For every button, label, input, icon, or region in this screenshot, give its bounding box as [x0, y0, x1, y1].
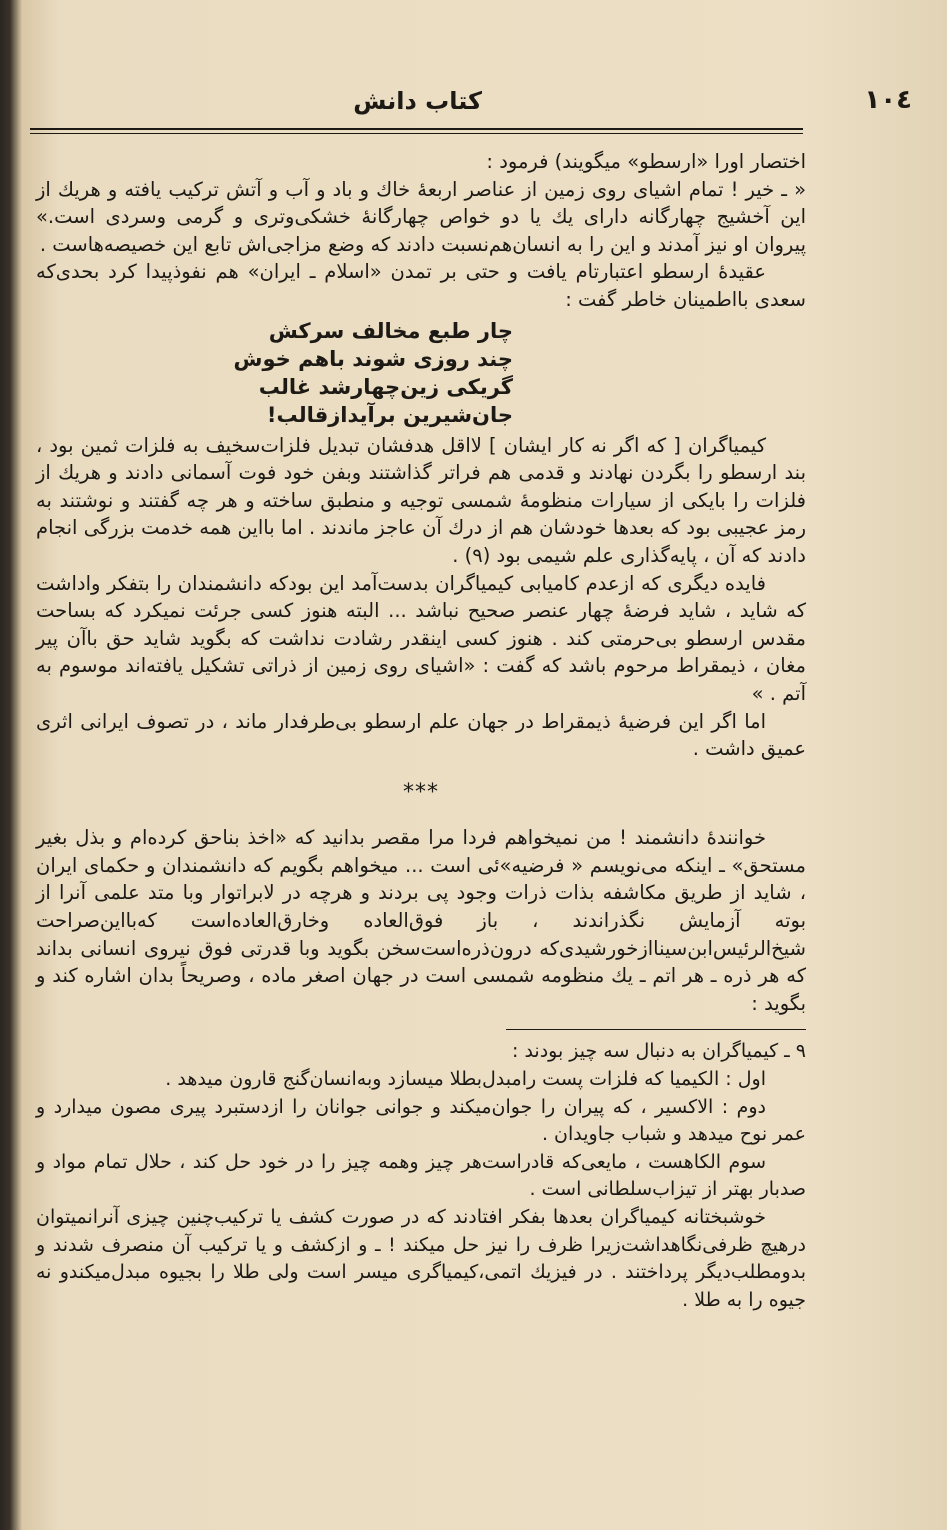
page-header	[30, 85, 912, 125]
paragraph: فایده دیگری که ازعدم کامیابی کیمیاگران بدست‌آمد این بودکه دانشمندان را بتفکر واداشت که شاید ، شاید فرضهٔ چهار عنصر صحیح نباشد ... البته هنوز کسی جرئت نمیکرد که بساحت مقدس ارسطو بی‌حرمتی کند . هنوز کسی اینقدر رشادت نداشت که بگوید شاید حق باآن پیر مغان ، ذیمقراط مرحوم باشد که گفت : «اشیای روی زمین از ذراتی تشکیل یافته‌اند موسوم به آتم . »	[36, 571, 806, 705]
footnote: دوم : الاکسیر ، که پیران را جوان‌میکند و جوانی جوانان را ازدستبرد پیری مصون میدارد و عمر نوح میدهد و شباب جاویدان .	[36, 1095, 806, 1146]
running-title: کتاب دانش	[353, 87, 482, 115]
poem-line: جان‌شیرین برآیدازقالب!	[266, 402, 513, 427]
paragraph: کیمیاگران [ که اگر نه کار ایشان ] لااقل هدفشان تبدیل فلزات‌سخیف به فلزات ثمین بود ، بند ارسطو را بگردن نهادند و قدمی هم فراتر گذاشتند وبفن خود فوت آسمانی دادند و هریك از فلزات را بایکی از سیارات منظومهٔ شمسی توجیه و منطبق ساخته و هر چه گفتند و نوشتند به رمز عجیبی بود که بعدها خودشان هم از درك آن عاجز ماندند . اما بااین همه خدمت بزرگی انجام دادند که آن ، پایه‌گذاری علم شیمی بود (۹) .	[36, 433, 806, 567]
paragraph: خوانندهٔ دانشمند ! من نمیخواهم فردا مرا مقصر بدانید که «اخذ بناحق کرده‌ام و بذل بغیر مستحق» ـ اینکه می‌نویسم « فرضیه»ئی است ... میخواهم بگویم که دانشمندان و حکمای ایران ، شاید از طریق مکاشفه بذات ذرات وجود پی بردند و هرچه در لابراتوار وبا متد علمی آنرا از بوته آزمایش نگذراندند ، باز فوق‌العاده وخارق‌العاده‌است که‌بااین‌صراحت شیخ‌الرئیس‌ابن‌سینااز‌خورشیدی‌که درون‌ذره‌است‌سخن بگوید وبا قدرتی فوق نیروی انسانی بداند که هر ذره ـ هر اتم ـ یك منظومه شمسی است در جهان اصغر ماده ، وصریحاً بدان اشاره کند و بگوید :	[36, 826, 806, 1015]
paragraph: عقیدهٔ ارسطو اعتبارتام یافت و حتی بر تمدن «اسلام ـ ایران» هم نفوذپیدا کرد بحدی‌که سعدی بااطمینان خاطر گفت :	[36, 260, 806, 311]
footnote: اول : الکیمیا که فلزات پست رامبدل‌بطلا میسازد وبه‌انسان‌گنج قارون میدهد .	[165, 1068, 766, 1091]
header-rule-thin	[30, 133, 803, 134]
page-body	[36, 148, 806, 1314]
section-divider-stars: ***	[403, 779, 439, 805]
poem	[36, 317, 806, 429]
paragraph: « ـ خیر ! تمام اشیای روی زمین از عناصر اربعهٔ خاك و باد و آب و آتش ترکیب یافته و هریك از این آخشیج چهارگانه دارای یك یا دو خواص چهارگانهٔ خشکی‌وتری و گرمی وسردی است.» پیروان او نیز آمدند و این را به انسان‌هم‌نسبت دادند که وضع مزاجی‌اش تابع این خصیصه‌هاست .	[36, 177, 806, 256]
footnote: سوم الکاهست ، مایعی‌که قادراست‌هر چیز وهمه چیز را در خود حل کند ، حلال تمام مواد و صدبار بهتر از تیزاب‌سلطانی است .	[36, 1150, 806, 1201]
paragraph: اختصار اورا «ارسطو» میگویند) فرمود :	[486, 150, 806, 173]
poem-line: گریکی زین‌چهارشد غالب	[258, 374, 513, 399]
footnote: خوشبختانه کیمیاگران بعدها بفکر افتادند که در صورت کشف یا ترکیب‌چنین چیزی آنرانمیتوان درهیچ ظرفی‌نگاهداشت‌زیرا ظرف را نیز حل میکند ! ـ و ازکشف و یا ترکیب آن منصرف شدند و بدومطلب‌دیگر پرداختند . در فیزیك اتمی،کیمیاگری میسر است ولی طلا را بجیوه مبدل‌میکندو نه جیوه را به طلا .	[36, 1206, 806, 1311]
poem-line: چند روزی شوند باهم خوش	[233, 346, 513, 371]
page-number: ۱۰٤	[864, 85, 912, 115]
poem-line: چار طبع مخالف سرکش	[268, 318, 513, 343]
footnote-separator	[506, 1029, 806, 1030]
footnote: ۹ ـ کیمیاگران به دنبال سه چیز بودند :	[512, 1040, 806, 1063]
header-rule	[30, 128, 803, 130]
paragraph: اما اگر این فرضیهٔ ذیمقراط در جهان علم ارسطو بی‌طرفدار ماند ، در تصوف ایرانی اثری عمیق داشت .	[36, 709, 806, 761]
